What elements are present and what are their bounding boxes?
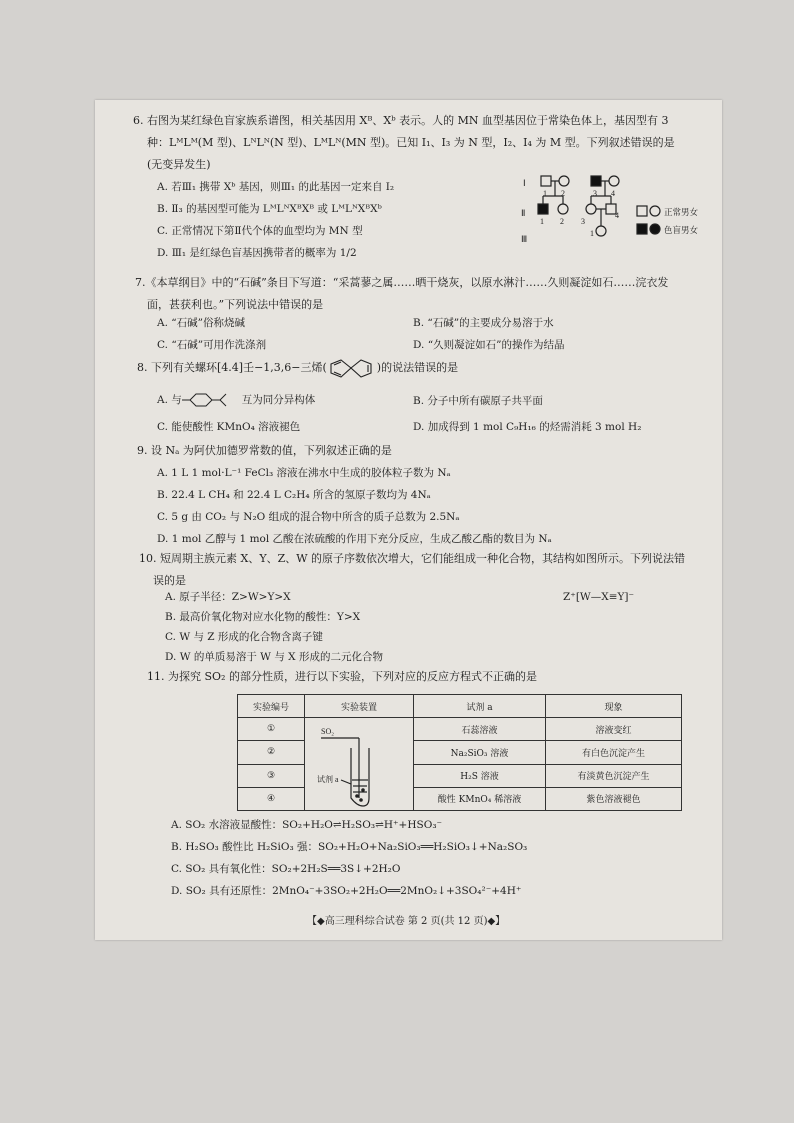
- q7-option-c: C. “石碱”可用作洗涤剂: [157, 339, 267, 351]
- q7-stem-line2: 面，甚获利也。”下列说法中错误的是: [147, 298, 324, 311]
- i3-number: 3: [593, 189, 597, 198]
- q11-option-a: A. SO₂ 水溶液显酸性：SO₂+H₂O⇌H₂SO₃⇌H⁺+HSO₃⁻: [171, 819, 443, 831]
- i4-normal-female: [609, 176, 619, 186]
- q6-option-c: C. 正常情况下第Ⅱ代个体的血型均为 MN 型: [157, 225, 363, 237]
- q9-option-a: A. 1 L 1 mol·L⁻¹ FeCl₃ 溶液在沸水中生成的胶体粒子数为 Nₐ: [157, 467, 451, 479]
- i1-normal-male: [541, 176, 551, 186]
- exam-page: [95, 100, 722, 940]
- spiro-triene-structure: [327, 356, 377, 380]
- q6-stem-line3: (无变异发生): [147, 158, 211, 171]
- q8-stem-pre: 8. 下列有关螺环[4.4]壬−1,3,6−三烯(: [137, 361, 327, 374]
- i4-number: 4: [611, 189, 615, 198]
- q10-stem-line2: 误的是: [153, 574, 186, 587]
- q8-stem: [137, 356, 458, 380]
- row4-no: ④: [238, 787, 305, 810]
- row3-reagent: H₂S 溶液: [414, 764, 546, 787]
- legend-normal-label: 正常男女: [664, 207, 699, 217]
- legend-blind-label: 色盲男女: [664, 225, 699, 235]
- q10-stem-line1: 10. 短周期主族元素 X、Y、Z、W 的原子序数依次增大，它们能组成一种化合物，其结构如图所示。下列说法错: [139, 552, 686, 565]
- table-row: [238, 718, 682, 741]
- header-phenomenon: 现象: [546, 695, 682, 718]
- legend-normal-female: [650, 206, 660, 216]
- q10-option-d: D. W 的单质易溶于 W 与 X 形成的二元化合物: [165, 651, 383, 663]
- q9-option-b: B. 22.4 L CH₄ 和 22.4 L C₂H₄ 所含的氢原子数均为 4Nₐ: [157, 489, 431, 501]
- row2-reagent: Na₂SiO₃ 溶液: [414, 741, 546, 764]
- ii1-number: 1: [540, 217, 544, 226]
- apparatus-reagent-label: 试剂 a: [317, 775, 339, 784]
- q9-option-c: C. 5 g 由 CO₂ 与 N₂O 组成的混合物中所含的质子总数为 2.5Nₐ: [157, 511, 460, 523]
- q6-stem-line1: 6. 右图为某红绿色盲家族系谱图，相关基因用 Xᴮ、Xᵇ 表示。人的 MN 血型基因位于常染色体上，基因型有 3: [133, 114, 669, 127]
- apparatus-gas-label: SO₂: [321, 727, 335, 736]
- iii1-number: 1: [590, 229, 594, 238]
- iii1-female: [596, 226, 606, 236]
- page-footer: 【◆高三理科综合试卷 第 2 页(共 12 页)◆】: [307, 916, 506, 927]
- i3-affected-male: [591, 176, 601, 186]
- q10-option-b: B. 最高价氧化物对应水化物的酸性：Y>X: [165, 611, 361, 623]
- q6-option-a: A. 若Ⅲ₁ 携带 Xᵇ 基因，则Ⅲ₁ 的此基因一定来自 Ⅰ₂: [157, 181, 395, 193]
- q8-option-a-post: 互为同分异构体: [241, 394, 316, 406]
- q11-option-c: C. SO₂ 具有氧化性：SO₂+2H₂S══3S↓+2H₂O: [171, 863, 401, 875]
- q8-option-b: B. 分子中所有碳原子共平面: [413, 395, 543, 407]
- q8-stem-post: )的说法错误的是: [376, 361, 459, 374]
- header-exp-no: 实验编号: [238, 695, 305, 718]
- q7-option-d: D. “久则凝淀如石”的操作为结晶: [413, 339, 565, 351]
- ii4-number: 4: [615, 211, 619, 220]
- header-apparatus: 实验装置: [305, 695, 414, 718]
- legend-blind-female: [650, 224, 660, 234]
- row3-no: ③: [238, 764, 305, 787]
- header-reagent: 试剂 a: [414, 695, 546, 718]
- test-tube-apparatus: [309, 718, 409, 810]
- isomer-structure: [182, 392, 242, 408]
- gen1-label: Ⅰ: [523, 178, 526, 188]
- q7-option-a: A. “石碱”俗称烧碱: [157, 317, 245, 329]
- ii3-number: 3: [581, 217, 585, 226]
- q11-option-b: B. H₂SO₃ 酸性比 H₂SiO₃ 强：SO₂+H₂O+Na₂SiO₃══H₂SiO₃↓+Na₂SO₃: [171, 841, 528, 853]
- q7-stem-line1: 7.《本草纲目》中的“石碱”条目下写道：“采蒿蓼之属……晒干烧灰，以原水淋汁……久则凝淀如石……浣衣发: [135, 276, 669, 289]
- q6-stem-line2: 种：LᴹLᴹ(M 型)、LᴺLᴺ(N 型)、LᴹLᴺ(MN 型)。已知 Ⅰ₁、Ⅰ₃ 为 N 型，Ⅰ₂、Ⅰ₄ 为 M 型。下列叙述错误的是: [147, 136, 675, 149]
- row1-reagent: 石蕊溶液: [414, 718, 546, 741]
- q9-stem: 9. 设 Nₐ 为阿伏加德罗常数的值，下列叙述正确的是: [137, 444, 392, 457]
- ii1-affected-male: [538, 204, 548, 214]
- i2-normal-female: [559, 176, 569, 186]
- q8-option-a-pre: A. 与: [157, 394, 182, 406]
- q10-option-a: A. 原子半径：Z>W>Y>X: [165, 591, 291, 603]
- legend-normal-male: [637, 206, 647, 216]
- experiment-table: [237, 694, 682, 811]
- gen3-label: Ⅲ: [521, 234, 528, 244]
- row4-reagent: 酸性 KMnO₄ 稀溶液: [414, 787, 546, 810]
- q8-option-d: D. 加成得到 1 mol C₉H₁₆ 的烃需消耗 3 mol H₂: [413, 421, 642, 433]
- i1-number: 1: [543, 189, 547, 198]
- q11-option-d: D. SO₂ 具有还原性：2MnO₄⁻+3SO₂+2H₂O══2MnO₂↓+3SO₄²⁻+4H⁺: [171, 885, 522, 897]
- ii2-normal-female: [558, 204, 568, 214]
- row2-phenomenon: 有白色沉淀产生: [546, 741, 682, 764]
- q10-structure: Z⁺[W—X≡Y]⁻: [563, 591, 635, 603]
- q7-option-b: B. “石碱”的主要成分易溶于水: [413, 317, 554, 329]
- row1-phenomenon: 溶液变红: [546, 718, 682, 741]
- row3-phenomenon: 有淡黄色沉淀产生: [546, 764, 682, 787]
- gen2-label: Ⅱ: [521, 208, 526, 218]
- ii3-normal-female: [586, 204, 596, 214]
- q10-option-c: C. W 与 Z 形成的化合物含离子键: [165, 631, 323, 643]
- q8-option-c: C. 能使酸性 KMnO₄ 溶液褪色: [157, 421, 301, 433]
- pedigree-chart: [515, 170, 720, 250]
- i2-number: 2: [561, 189, 565, 198]
- apparatus-cell: [305, 718, 414, 811]
- q9-option-d: D. 1 mol 乙醇与 1 mol 乙酸在浓硫酸的作用下充分反应，生成乙酸乙酯的数目为 Nₐ: [157, 533, 552, 545]
- row4-phenomenon: 紫色溶液褪色: [546, 787, 682, 810]
- q6-option-d: D. Ⅲ₁ 是红绿色盲基因携带者的概率为 1/2: [157, 247, 357, 259]
- legend-blind-male: [637, 224, 647, 234]
- experiment-table-header: [238, 695, 682, 718]
- q11-stem: 11. 为探究 SO₂ 的部分性质，进行以下实验，下列对应的反应方程式不正确的是: [147, 670, 537, 683]
- ii2-number: 2: [560, 217, 564, 226]
- q6-option-b: B. Ⅱ₃ 的基因型可能为 LᴹLᴺXᴮXᴮ 或 LᴹLᴺXᴮXᵇ: [157, 203, 382, 215]
- row2-no: ②: [238, 741, 305, 764]
- q8-option-a: [157, 392, 315, 408]
- row1-no: ①: [238, 718, 305, 741]
